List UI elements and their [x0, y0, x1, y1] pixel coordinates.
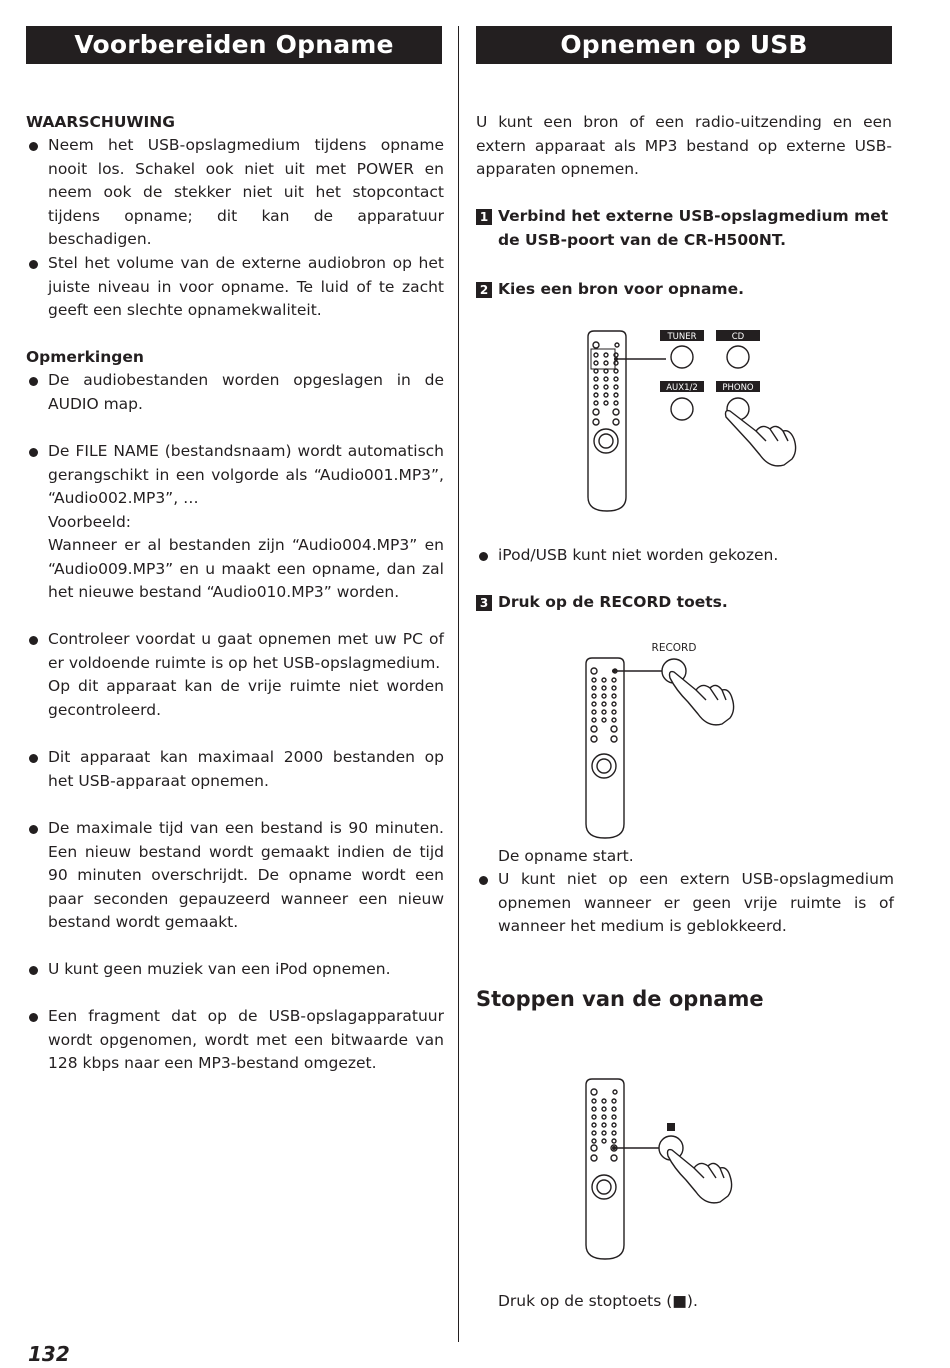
record-label: RECORD — [651, 642, 697, 654]
note-text: De FILE NAME (bestandsnaam) wordt automatisch gerangschikt in een volgorde als “Audio001.MP3”, “Audio002.MP3”, … — [48, 442, 444, 507]
stop-figure — [580, 1075, 750, 1265]
bullet-icon — [479, 552, 488, 561]
aux-button — [671, 398, 693, 420]
note-text: De maximale tijd van een bestand is 90 minuten. Een nieuw bestand wordt gemaakt indien de tijd 90 minuten overschrijdt. De opname wordt een paar seconden gepauzeerd wanneer een nieuw bestand wordt gemaakt. — [48, 819, 444, 931]
note-item — [26, 628, 444, 722]
bullet-icon — [29, 966, 38, 975]
step-number: 1 — [476, 209, 492, 225]
bullet-icon — [29, 142, 38, 151]
tuner-label: TUNER — [667, 332, 697, 342]
phono-label: PHONO — [722, 383, 754, 393]
right-title: Opnemen op USB — [476, 26, 892, 64]
bullet-icon — [29, 636, 38, 645]
note-example-text: Wanneer er al bestanden zijn “Audio004.MP3” en “Audio009.MP3” en u maakt een opname, dan zal het nieuwe bestand “Audio010.MP3” worden. — [48, 536, 444, 601]
bullet-icon — [29, 377, 38, 386]
warning-item — [26, 134, 444, 252]
note-text: Dit apparaat kan maximaal 2000 bestanden op het USB-apparaat opnemen. — [48, 748, 444, 790]
source-select-figure — [580, 325, 810, 515]
bullet-icon — [29, 1013, 38, 1022]
full-note-text: U kunt niet op een extern USB-opslagmedium opnemen wanneer er geen vrije ruimte is of wanneer het medium is geblokkeerd. — [498, 870, 894, 935]
note-text: De audiobestanden worden opgeslagen in de AUDIO map. — [48, 371, 444, 413]
bullet-icon — [29, 825, 38, 834]
pointing-hand-icon — [670, 672, 734, 725]
cd-button — [727, 346, 749, 368]
ipod-note — [476, 544, 894, 568]
left-title: Voorbereiden Opname — [26, 26, 442, 64]
bullet-icon — [29, 754, 38, 763]
pointing-hand-icon — [726, 411, 796, 466]
note-example-label: Voorbeeld: — [48, 512, 132, 531]
remote-control-icon — [588, 331, 626, 511]
stop-text: Druk op de stoptoets (■). — [498, 1292, 698, 1310]
ipod-note-text: iPod/USB kunt niet worden gekozen. — [498, 546, 779, 564]
full-note — [476, 868, 894, 939]
notes-heading: Opmerkingen — [26, 348, 144, 366]
note-item — [26, 1005, 444, 1076]
remote-control-icon — [586, 658, 624, 838]
tuner-button — [671, 346, 693, 368]
bullet-icon — [479, 876, 488, 885]
note-text-continued: Op dit apparaat kan de vrije ruimte niet worden gecontroleerd. — [48, 677, 444, 719]
note-item — [26, 817, 444, 935]
warning-item — [26, 252, 444, 323]
stop-symbol-icon — [667, 1123, 675, 1131]
step-3 — [476, 591, 894, 615]
note-item — [26, 958, 444, 982]
step-text: Verbind het externe USB-opslagmedium met de USB-poort van de CR-H500NT. — [498, 207, 889, 249]
start-text: De opname start. — [498, 847, 634, 865]
aux-label: AUX1/2 — [666, 383, 698, 393]
note-text: U kunt geen muziek van een iPod opnemen. — [48, 960, 391, 978]
step-number: 3 — [476, 595, 492, 611]
bullet-icon — [29, 260, 38, 269]
cd-label: CD — [731, 332, 745, 342]
note-text: Een fragment dat op de USB-opslagapparatuur wordt opgenomen, wordt met een bitwaarde van 128 kbps naar een MP3-bestand omgezet. — [48, 1007, 444, 1072]
record-figure — [580, 638, 750, 843]
pointing-hand-icon — [668, 1150, 732, 1203]
step-1 — [476, 205, 894, 252]
note-item — [26, 440, 444, 605]
bullet-icon — [29, 448, 38, 457]
remote-control-icon — [586, 1079, 624, 1259]
note-text: Controleer voordat u gaat opnemen met uw PC of er voldoende ruimte is op het USB-opslagmedium. — [48, 630, 444, 672]
note-item — [26, 369, 444, 416]
step-number: 2 — [476, 282, 492, 298]
intro-text: U kunt een bron of een radio-uitzending en een extern apparaat als MP3 bestand op externe USB-apparaten opnemen. — [476, 113, 892, 178]
page-number: 132 — [28, 1342, 70, 1366]
column-divider — [458, 26, 459, 1342]
warning-text: Neem het USB-opslagmedium tijdens opname nooit los. Schakel ook niet uit met POWER en neem ook de stekker niet uit het stopcontact tijdens opname; dit kan de apparatuur beschadigen. — [48, 136, 444, 248]
step-text: Druk op de RECORD toets. — [498, 593, 728, 611]
stop-heading: Stoppen van de opname — [476, 987, 764, 1011]
note-item — [26, 746, 444, 793]
warning-heading: WAARSCHUWING — [26, 113, 175, 131]
step-text: Kies een bron voor opname. — [498, 280, 744, 298]
warning-text: Stel het volume van de externe audiobron op het juiste niveau in voor opname. Te luid of te zacht geeft een slechte opnamekwaliteit. — [48, 254, 444, 319]
step-2 — [476, 278, 894, 302]
